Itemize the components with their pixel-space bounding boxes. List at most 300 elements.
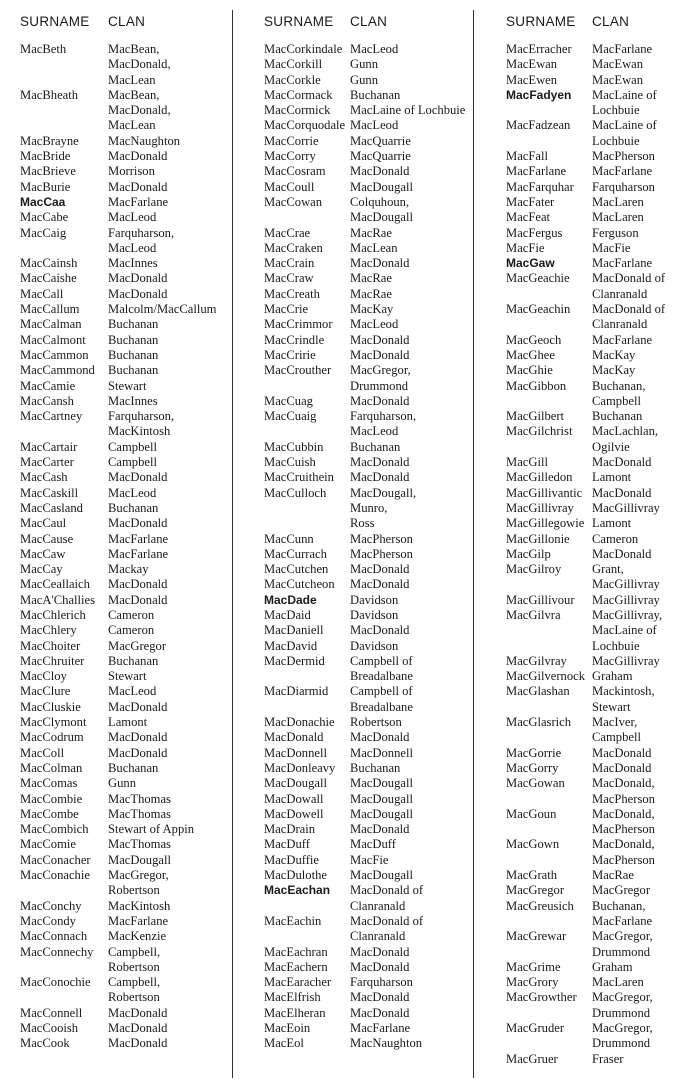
surname: MacFall [506, 149, 548, 164]
entry-row [506, 424, 696, 455]
entry-row [20, 134, 232, 149]
entry-row [20, 746, 232, 761]
clan: Farquharson [350, 975, 413, 990]
clan: MacLeod [350, 42, 399, 56]
surname: MacGoun [506, 806, 557, 821]
surname: MacEwen [506, 72, 558, 87]
clan: MacDonald [108, 271, 168, 286]
clan: MacLaine of Lochbuie [350, 103, 466, 118]
surname: MacCorkill [264, 57, 323, 72]
clan: MacPherson [350, 546, 413, 561]
entry-row [20, 547, 232, 562]
clan: Stewart [108, 378, 147, 393]
clan: MacFarlane [592, 332, 653, 347]
clan: Campbell, Robertson [108, 944, 161, 974]
entry-row [20, 394, 232, 409]
surname: MacGilp [506, 546, 551, 561]
clan: Graham [592, 959, 633, 974]
clan: MacPherson [592, 149, 655, 164]
clan: MacDonald [350, 944, 410, 959]
surname: MacDougall [264, 776, 327, 791]
clan: MacFarlane [592, 164, 653, 179]
entry-row [264, 807, 476, 822]
surname: MacGhie [506, 363, 553, 378]
surname: MacCook [20, 1036, 70, 1051]
clan: Stewart of Appin [108, 822, 195, 837]
entry-row [264, 440, 476, 455]
clan: Campbell [108, 455, 157, 470]
surname: MacBrayne [20, 133, 79, 148]
clan: MacDonald [350, 822, 410, 837]
clan: MacQuarrie [350, 149, 411, 164]
clan: MacDonald [108, 1005, 168, 1020]
entry-row [506, 42, 696, 57]
clan: MacLaren [592, 210, 644, 225]
surname: MacCombie [20, 791, 83, 806]
surname: MacDonachie [264, 715, 335, 730]
clan: Buchanan [108, 332, 159, 347]
surname-header: SURNAME [506, 14, 576, 29]
clan: Campbell [108, 439, 157, 454]
clan: MacDonald of Clanranald [350, 883, 424, 913]
entry-row [20, 792, 232, 807]
entry-row [506, 1021, 696, 1052]
surname: MacGruer [506, 1051, 558, 1066]
surname: MacCammon [20, 347, 89, 362]
entry-row [264, 470, 476, 485]
clan: Buchanan [350, 439, 401, 454]
clan: Mackintosh, Stewart [592, 684, 655, 714]
clan: Fraser [592, 1051, 624, 1066]
surname: MacGaw [506, 256, 555, 271]
clan: MacDonald [592, 546, 652, 561]
clan: MacDonald [108, 286, 168, 301]
surname: MacErracher [506, 42, 572, 56]
clan: MacDonald [350, 470, 410, 485]
surname: MacGilbert [506, 409, 565, 424]
entry-row [20, 348, 232, 363]
surname: MacDermid [264, 653, 325, 668]
entry-row [264, 792, 476, 807]
clan: MacDonald, MacPherson [592, 776, 655, 806]
clan: MacThomas [108, 791, 171, 806]
clan: MacLachlan, Ogilvie [592, 424, 659, 454]
clan: MacFarlane [108, 531, 169, 546]
entry-row [20, 271, 232, 286]
surname: MacGill [506, 455, 548, 470]
entry-row [20, 669, 232, 684]
entry-row [506, 868, 696, 883]
clan: MacRae [350, 225, 392, 240]
entry-row [264, 975, 476, 990]
clan: Campbell of Breadalbane [350, 653, 413, 684]
entry-row [506, 409, 696, 424]
clan: Colquhoun, MacDougall [350, 194, 413, 225]
column-divider [232, 10, 233, 1078]
entry-row [506, 195, 696, 210]
surname: MacGrewar [506, 929, 567, 944]
entry-row [264, 363, 476, 394]
entry-row [20, 1036, 232, 1051]
entry-row [264, 271, 476, 286]
surname: MacCainsh [20, 256, 78, 271]
clan: Graham [592, 669, 633, 684]
clan: MacDougall, Munro, Ross [350, 485, 417, 531]
clan: Stewart [108, 669, 147, 684]
entry-row [20, 639, 232, 654]
surname: MacDonleavy [264, 760, 336, 775]
entry-row [506, 562, 696, 593]
clan: MacKay [592, 363, 636, 378]
clan: MacLeod [108, 684, 157, 699]
entry-row [20, 868, 232, 899]
clan: Gunn [108, 776, 136, 791]
surname: MacCutchen [264, 562, 329, 577]
surname: MacBrieve [20, 164, 76, 179]
surname: MacCombich [20, 822, 89, 837]
column-1 [20, 14, 232, 1052]
surname: MacGibbon [506, 378, 567, 393]
clan: MacDonald [350, 959, 410, 974]
column-header [506, 14, 696, 42]
surname: MacCrimmor [264, 317, 333, 332]
surname: MacFadzean [506, 118, 571, 133]
surname: MacCrouther [264, 363, 332, 378]
clan: MacKay [350, 302, 394, 317]
clan: MacDonald of Clanranald [592, 302, 666, 332]
surname: MacCulloch [264, 485, 327, 500]
entry-row [264, 990, 476, 1005]
entry-row [264, 73, 476, 88]
surname: MacCuish [264, 455, 316, 470]
clan-header: CLAN [592, 14, 630, 29]
surname: MacGruder [506, 1021, 565, 1035]
surname: MacFergus [506, 225, 563, 240]
clan: MacDonald [108, 699, 168, 714]
clan: MacGregor [108, 638, 167, 653]
clan: MacLeod [108, 485, 157, 500]
surname: MacGlashan [506, 684, 570, 699]
clan: MacBean, MacDonald, MacLean [108, 42, 171, 87]
surname: MacCaishe [20, 271, 77, 286]
entry-row [506, 501, 696, 516]
surname: MacGlasrich [506, 715, 572, 730]
surname: MacElfrish [264, 990, 321, 1005]
surname: MacConacher [20, 852, 91, 867]
entry-row [264, 486, 476, 532]
clan: Malcolm/MacCallum [108, 302, 217, 317]
surname: MacCormick [264, 103, 331, 118]
clan: Lamont [592, 470, 632, 485]
entry-row [20, 929, 232, 944]
entry-row [20, 608, 232, 623]
surname: MacCammond [20, 363, 95, 378]
entry-row [20, 501, 232, 516]
surname: MacCaul [20, 516, 67, 531]
entry-row [20, 654, 232, 669]
entry-row [264, 868, 476, 883]
entry-row [506, 241, 696, 256]
clan: MacGillivray [592, 592, 660, 607]
entry-row [264, 256, 476, 271]
entry-row [20, 914, 232, 929]
entry-row [20, 1021, 232, 1036]
surname: MacGilvray [506, 653, 567, 668]
clan: MacDonald [350, 1005, 410, 1020]
surname: MacCombe [20, 806, 79, 821]
surname: MacCrindle [264, 332, 325, 347]
surname: MacCowan [264, 194, 323, 209]
clan: MacGregor, Drummond [592, 990, 653, 1020]
surname: MacDrain [264, 822, 316, 837]
surname: MacEachern [264, 959, 328, 974]
entry-row [506, 164, 696, 179]
clan: Cameron [108, 607, 155, 622]
clan: MacDougall [350, 776, 413, 791]
clan: MacFie [350, 852, 389, 867]
surname: MacFarquhar [506, 179, 574, 194]
entry-row [264, 822, 476, 837]
entry-row [264, 226, 476, 241]
clan: Buchanan [108, 363, 159, 378]
clan: MacRae [350, 286, 392, 301]
entry-row [264, 134, 476, 149]
surname: MacCorquodale [264, 118, 346, 133]
surname: MacGrowther [506, 990, 577, 1005]
surname: MacGrime [506, 959, 561, 974]
entry-row [264, 42, 476, 57]
entry-row [20, 975, 232, 1006]
surname: MacColman [20, 760, 83, 775]
clan: Buchanan [592, 409, 643, 424]
surname: MacConochie [20, 975, 91, 990]
clan: Buchanan, MacFarlane [592, 898, 653, 928]
entry-row [506, 990, 696, 1021]
entry-row [506, 348, 696, 363]
clan: MacDonald [350, 730, 410, 745]
clan: Buchanan [108, 500, 159, 515]
clan: MacDonald [350, 332, 410, 347]
surname: MacComie [20, 837, 76, 852]
clan: Buchanan [108, 317, 159, 332]
clan-header: CLAN [108, 14, 146, 29]
entry-row [264, 547, 476, 562]
entry-row [506, 470, 696, 485]
clan: Farquharson, MacKintosh [108, 409, 175, 439]
entry-row [20, 486, 232, 501]
entry-row [20, 180, 232, 195]
surname: MacGrory [506, 975, 559, 990]
surname: MacFarlane [506, 164, 567, 179]
clan: MacDougall [350, 806, 413, 821]
surname: MacGilroy [506, 562, 562, 577]
clan: MacDonald [592, 745, 652, 760]
surname: MacCamie [20, 378, 76, 393]
clan: MacDonald [108, 577, 168, 592]
clan: MacGregor, Drummond [592, 1021, 653, 1051]
entry-row [20, 776, 232, 791]
clan: Gunn [350, 72, 378, 87]
surname-header: SURNAME [264, 14, 334, 29]
surname: MacCondy [20, 913, 76, 928]
entry-row [506, 379, 696, 410]
clan: Davidson [350, 592, 399, 607]
entry-row [20, 379, 232, 394]
entry-row [20, 440, 232, 455]
clan: Cameron [592, 531, 639, 546]
surname: MacChruiter [20, 653, 85, 668]
entry-row [506, 654, 696, 669]
surname: MacDaid [264, 607, 311, 622]
surname: MacCartair [20, 439, 78, 454]
surname: MacCaa [20, 194, 66, 209]
entry-row [506, 669, 696, 684]
surname: MacEaracher [264, 975, 332, 990]
surname: MacFie [506, 240, 545, 255]
entry-row [506, 118, 696, 149]
clan: MacDonald [350, 393, 410, 408]
surname: MacDowell [264, 806, 324, 821]
entry-row [264, 103, 476, 118]
clan: MacThomas [108, 806, 171, 821]
surname: MacGillivray [506, 500, 574, 515]
entry-row [264, 960, 476, 975]
entry-row [506, 516, 696, 531]
surname: MacColl [20, 745, 65, 760]
surname: MacCalmont [20, 332, 86, 347]
surname: MacBride [20, 149, 71, 164]
entry-row [264, 195, 476, 226]
surname: MacDaniell [264, 623, 324, 638]
clan: MacDonald [350, 164, 410, 179]
surname: MacDonnell [264, 745, 327, 760]
clan: MacFie [592, 240, 631, 255]
entry-row [506, 532, 696, 547]
entry-list [20, 42, 232, 1052]
clan: MacLaine of Lochbuie [592, 118, 657, 148]
clan: MacDonald [592, 760, 652, 775]
entry-row [20, 837, 232, 852]
entry-row [264, 608, 476, 623]
surname: MacCash [20, 470, 68, 485]
entry-row [264, 57, 476, 72]
clan: Davidson [350, 607, 399, 622]
entry-row [506, 302, 696, 333]
clan: Ferguson [592, 225, 639, 240]
surname: MacGilvernock [506, 669, 586, 684]
entry-row [20, 945, 232, 976]
clan: MacFarlane [592, 256, 653, 271]
surname: MacDade [264, 592, 317, 607]
surname: MacCorkle [264, 72, 321, 87]
entry-row [20, 684, 232, 699]
clan: MacFarlane [108, 194, 169, 209]
clan: MacFarlane [592, 42, 653, 56]
entry-row [264, 241, 476, 256]
entry-row [20, 363, 232, 378]
clan: MacGregor [592, 883, 651, 898]
entry-row [20, 1006, 232, 1021]
clan: MacDougall [108, 852, 171, 867]
surname: MacCrae [264, 225, 311, 240]
entry-row [264, 149, 476, 164]
clan: MacDonald [350, 455, 410, 470]
surname: MacConnach [20, 929, 88, 944]
entry-row [264, 394, 476, 409]
surname: MacCreath [264, 286, 320, 301]
surname: MacEol [264, 1036, 304, 1051]
clan: MacNaughton [350, 1036, 423, 1051]
clan: Buchanan [108, 760, 159, 775]
entry-row [20, 822, 232, 837]
surname: MacEachan [264, 883, 331, 898]
entry-row [20, 562, 232, 577]
clan: MacDonald [350, 990, 410, 1005]
surname: MacBheath [20, 87, 79, 102]
clan: MacLeod [350, 118, 399, 133]
surname: MacChlerich [20, 607, 86, 622]
surname: MacCoull [264, 179, 315, 194]
entry-list [506, 42, 696, 1067]
entry-row [264, 639, 476, 654]
surname: MacCarter [20, 455, 74, 470]
clan: Farquharson, MacLeod [350, 409, 417, 439]
surname: MacGillonie [506, 531, 570, 546]
entry-row [506, 455, 696, 470]
entry-row [264, 761, 476, 776]
surname: MacCalman [20, 317, 82, 332]
entry-row [506, 837, 696, 868]
clan: Buchanan [350, 760, 401, 775]
surname: MacCurrach [264, 546, 327, 561]
entry-row [20, 164, 232, 179]
surname: MacFadyen [506, 87, 572, 102]
clan: MacInnes [108, 256, 158, 271]
surname: MacGorry [506, 760, 559, 775]
entry-row [506, 960, 696, 975]
entry-row [20, 195, 232, 210]
surname: MacConachie [20, 868, 90, 883]
clan: MacIver, Campbell [592, 715, 641, 745]
surname: MacDowall [264, 791, 324, 806]
surname: MacDavid [264, 638, 318, 653]
clan: MacKay [592, 347, 636, 362]
entry-row [506, 88, 696, 119]
surname: MacCormack [264, 87, 333, 102]
surname: MacCaig [20, 225, 67, 240]
entry-row [506, 363, 696, 378]
entry-row [506, 761, 696, 776]
entry-row [20, 226, 232, 257]
column-header [20, 14, 232, 42]
surname: MacCuag [264, 393, 313, 408]
entry-row [264, 287, 476, 302]
entry-row [20, 287, 232, 302]
column-2 [264, 14, 476, 1052]
clan: MacDonald [108, 149, 168, 164]
entry-row [264, 180, 476, 195]
surname: MacCuaig [264, 409, 317, 424]
surname: MacCririe [264, 347, 316, 362]
surname: MacCall [20, 286, 64, 301]
clan: Gunn [350, 57, 378, 72]
entry-row [506, 883, 696, 898]
clan: MacDonald [108, 745, 168, 760]
surname: MacCraw [264, 271, 314, 286]
entry-row [20, 42, 232, 88]
entry-row [264, 562, 476, 577]
entry-row [20, 532, 232, 547]
